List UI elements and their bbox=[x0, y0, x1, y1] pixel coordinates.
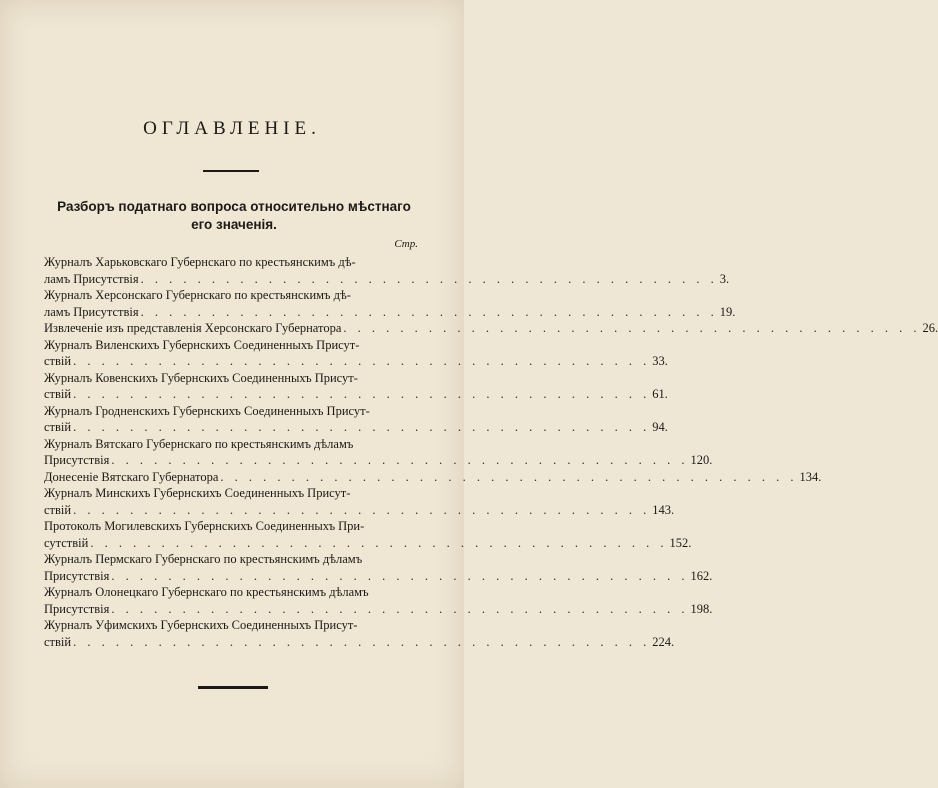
toc-entry-line bbox=[44, 386, 668, 403]
toc-entry-page: 134. bbox=[799, 469, 822, 484]
toc-entry-title-continued: ствiй bbox=[44, 634, 72, 649]
page-column-label: Стр. bbox=[394, 238, 418, 250]
toc-entry bbox=[44, 518, 692, 551]
toc-entry-line bbox=[44, 254, 422, 271]
toc-entry-title-continued: ствiй bbox=[44, 420, 72, 434]
closing-rule bbox=[198, 686, 268, 689]
toc-entry-page: 94. bbox=[652, 420, 668, 434]
toc-entry-line bbox=[44, 452, 713, 469]
toc-entry-line bbox=[44, 584, 422, 601]
toc-entry bbox=[44, 617, 675, 650]
dot-leader bbox=[139, 304, 720, 321]
toc-entry-page: 3. bbox=[719, 271, 730, 286]
toc-entry-line bbox=[44, 370, 422, 387]
toc-entry bbox=[44, 584, 713, 617]
toc-entry-line bbox=[44, 568, 713, 585]
table-of-contents bbox=[44, 254, 938, 650]
toc-entry-line bbox=[44, 353, 668, 370]
toc-entry-line bbox=[44, 304, 736, 321]
toc-entry-title-continued: сутствiй bbox=[44, 535, 89, 550]
toc-entry-page: 198. bbox=[690, 601, 713, 616]
dot-leader bbox=[109, 568, 690, 585]
toc-entry-title-continued: ствiй bbox=[44, 387, 72, 401]
toc-entry-page: 143. bbox=[652, 502, 675, 517]
toc-entry-title: Журналъ Минскихъ Губернскихъ Соединенныхъ Присут- bbox=[44, 486, 351, 500]
toc-entry-title: Протоколъ Могилевскихъ Губернскихъ Соединенныхъ При- bbox=[44, 519, 365, 533]
toc-entry bbox=[44, 403, 668, 436]
toc-entry-title-continued: ствiй bbox=[44, 502, 72, 517]
section-title-line-1: Разборъ податнаго вопроса относительно мѣстнаго bbox=[57, 199, 411, 214]
toc-entry-title: Журналъ Вятскаго Губернскаго по крестьянскимъ дѣламъ bbox=[44, 436, 354, 451]
toc-entry-title-continued: Присутствiя bbox=[44, 601, 110, 616]
dot-leader bbox=[71, 353, 652, 370]
toc-entry-line bbox=[44, 502, 675, 519]
toc-entry bbox=[44, 551, 713, 584]
toc-entry-line bbox=[44, 551, 422, 568]
dot-leader bbox=[139, 271, 720, 288]
toc-entry-line bbox=[44, 535, 692, 552]
dot-leader bbox=[341, 320, 922, 337]
toc-entry-title-continued: ствiй bbox=[44, 354, 72, 368]
toc-entry-title: Донесенiе Вятскаго Губернатора bbox=[44, 469, 219, 484]
toc-entry-line bbox=[44, 617, 422, 634]
toc-entry-title: Журналъ Олонецкаго Губернскаго по крестьянскимъ дѣламъ bbox=[44, 585, 369, 599]
toc-entry-page: 26. bbox=[922, 321, 938, 335]
toc-entry-title: Журналъ Ковенскихъ Губернскихъ Соединенныхъ Присут- bbox=[44, 370, 358, 385]
toc-entry-line bbox=[44, 403, 422, 420]
dot-leader bbox=[71, 419, 652, 436]
toc-entry-title-continued: Присутствiя bbox=[44, 453, 110, 467]
section-title-line-2: его значенiя. bbox=[191, 217, 277, 232]
page-heading: ОГЛАВЛЕНIЕ. bbox=[143, 118, 321, 139]
toc-entry-line bbox=[44, 419, 668, 436]
toc-entry-line bbox=[44, 271, 730, 288]
dot-leader bbox=[71, 502, 652, 519]
toc-entry-line bbox=[44, 469, 822, 486]
toc-entry-title-continued: Присутствiя bbox=[44, 568, 110, 583]
toc-entry bbox=[44, 254, 730, 287]
dot-leader bbox=[109, 452, 690, 469]
heading-rule bbox=[203, 170, 259, 172]
toc-entry-line bbox=[44, 320, 938, 337]
toc-entry-title: Извлеченiе изъ представленiя Херсонскаго Губернатора bbox=[44, 321, 342, 335]
toc-entry-title: Журналъ Виленскихъ Губернскихъ Соединенныхъ Присут- bbox=[44, 337, 360, 352]
toc-entry-line bbox=[44, 601, 713, 618]
section-title bbox=[44, 198, 424, 234]
toc-entry bbox=[44, 337, 668, 370]
toc-entry-title: Журналъ Гродненскихъ Губернскихъ Соединенныхъ Присут- bbox=[44, 403, 370, 418]
toc-entry bbox=[44, 469, 822, 486]
toc-entry bbox=[44, 370, 668, 403]
dot-leader bbox=[71, 386, 652, 403]
toc-entry-line bbox=[44, 436, 422, 453]
toc-entry-line bbox=[44, 287, 422, 304]
toc-entry-page: 152. bbox=[669, 535, 692, 550]
toc-entry-line bbox=[44, 337, 422, 354]
dot-leader bbox=[218, 469, 799, 486]
toc-entry-line bbox=[44, 485, 422, 502]
toc-entry-page: 33. bbox=[652, 354, 668, 368]
toc-entry bbox=[44, 485, 675, 518]
toc-entry-title: Журналъ Пермскаго Губернскаго по крестьянскимъ дѣламъ bbox=[44, 552, 363, 566]
toc-entry-line bbox=[44, 518, 422, 535]
toc-entry-title-continued: ламъ Присутствiя bbox=[44, 271, 139, 286]
toc-entry-title: Журналъ Харьковскаго Губернскаго по крестьянскимъ дѣ- bbox=[44, 255, 356, 269]
toc-entry bbox=[44, 436, 713, 469]
toc-entry-page: 19. bbox=[719, 304, 736, 319]
toc-entry-line bbox=[44, 634, 675, 651]
dot-leader bbox=[88, 535, 669, 552]
toc-entry-title: Журналъ Уфимскихъ Губернскихъ Соединенныхъ Присут- bbox=[44, 618, 358, 632]
toc-entry-page: 162. bbox=[690, 568, 713, 583]
dot-leader bbox=[71, 634, 652, 651]
toc-entry-page: 120. bbox=[690, 453, 713, 467]
toc-entry-title-continued: ламъ Присутствiя bbox=[44, 304, 139, 319]
dot-leader bbox=[109, 601, 690, 618]
toc-entry bbox=[44, 287, 736, 320]
toc-entry bbox=[44, 320, 938, 337]
toc-entry-page: 61. bbox=[652, 387, 668, 401]
toc-entry-title: Журналъ Херсонскаго Губернскаго по крестьянскимъ дѣ- bbox=[44, 288, 351, 302]
toc-entry-page: 224. bbox=[652, 634, 675, 649]
